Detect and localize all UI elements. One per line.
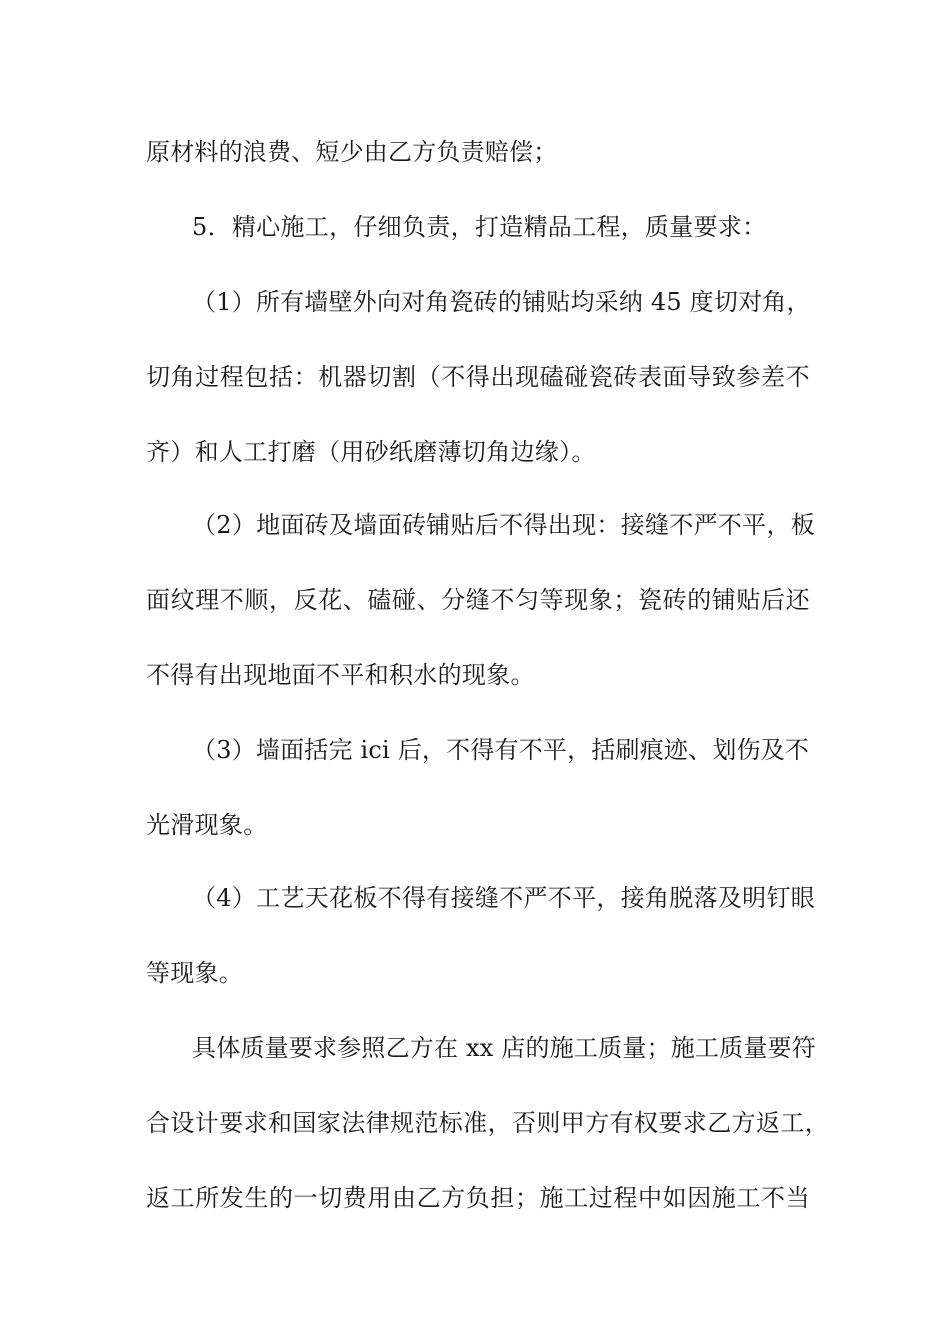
text-line-7: 面纹理不顺，反花、磕碰、分缝不匀等现象；瓷砖的铺贴后还 bbox=[146, 586, 811, 614]
text-line-9: （3）墙面括完 ici 后，不得有不平，括刷痕迹、划伤及不 bbox=[192, 736, 810, 764]
text-line-1: 原材料的浪费、短少由乙方负责赔偿； bbox=[146, 138, 558, 166]
text-line-8: 不得有出现地面不平和积水的现象。 bbox=[146, 661, 535, 689]
text-line-4: 切角过程包括：机器切割（不得出现磕碰瓷砖表面导致参差不 bbox=[146, 363, 811, 391]
text-line-14: 合设计要求和国家法律规范标准，否则甲方有权要求乙方返工， bbox=[146, 1109, 830, 1137]
text-line-5: 齐）和人工打磨（用砂纸磨薄切角边缘）。 bbox=[146, 438, 596, 466]
text-line-2: 5．精心施工，仔细负责，打造精品工程，质量要求： bbox=[192, 213, 767, 241]
text-line-10: 光滑现象。 bbox=[146, 811, 268, 839]
text-line-11: （4）工艺天花板不得有接缝不严不平，接角脱落及明钉眼 bbox=[192, 884, 816, 912]
text-line-6: （2）地面砖及墙面砖铺贴后不得出现：接缝不严不平，板 bbox=[192, 511, 816, 539]
text-line-12: 等现象。 bbox=[146, 959, 244, 987]
text-line-13: 具体质量要求参照乙方在 xx 店的施工质量；施工质量要符 bbox=[192, 1034, 816, 1062]
text-line-3: （1）所有墙壁外向对角瓷砖的铺贴均采纳 45 度切对角， bbox=[192, 288, 811, 316]
text-line-15: 返工所发生的一切费用由乙方负担；施工过程中如因施工不当 bbox=[146, 1184, 811, 1212]
